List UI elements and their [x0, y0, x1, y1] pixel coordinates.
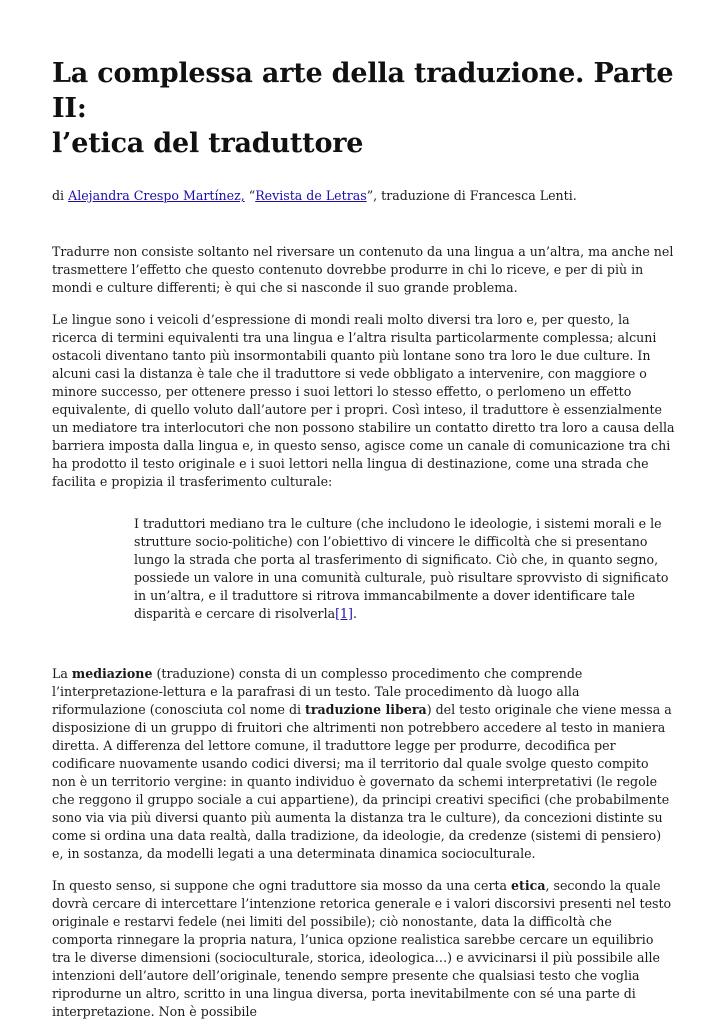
paragraph-2: Le lingue sono i veicoli d’espressione di mondi reali molto diversi tra loro e, per questo, la ricerca di termini equivalenti tra una lingua e l’altra risulta particolarmente complessa; alcuni ostacoli diventano tanto più insormontabili quanto più lontane sono tra loro le due culture. In alcuni casi la distanza è tale che il traduttore si vede obbligato a intervenire, con maggiore o minore successo, per ottenere presso i suoi lettori lo stesso effetto, o perlomeno un effetto equivalente, di quello voluto dall’autore per i propri. Così inteso, il traduttore è essenzialmente un mediatore tra interlocutori che non possono stabilire un contatto diretto tra loro a causa della barriera imposta dalla lingua e, in questo senso, agisce come un canale di comunicazione tra chi ha prodotto il testo originale e i suoi lettori nella lingua di destinazione, come una strada che facilita e propizia il trasferimento culturale: [52, 312, 675, 489]
block-quote [134, 515, 675, 623]
p4-text-c: , secondo la quale dovrà cercare di intercettare l’intenzione retorica generale e i valori discorsivi presenti nel testo originale e restarvi fedele (nei limiti del possibile); ciò nonostante, data la difficoltà che comporta rinnegare la propria natura, l’unica opzione realistica sarebbe cercare un equilibrio tra le diverse dimensioni (socioculturale, storica, ideologica…) e avvicinarsi il più possibile alle intenzioni dell’autore dell’originale, tenendo sempre presente che qualsiasi testo che voglia riprodurne un altro, scritto in una lingua diversa, porta inevitabilmente con sé una parte di interpretazione. Non è possibile [52, 878, 672, 1019]
byline-prefix: di [52, 188, 69, 203]
title-line-1: La complessa arte della traduzione. Parte II: [52, 58, 674, 124]
quote-end: . [352, 606, 357, 621]
article-title [52, 0, 675, 161]
p3-text-c: (traduzione) consta di un complesso procedimento che comprende l’interpretazione-lettura e la parafrasi di un testo. Tale procedimento dà luogo alla riformulazione (conosciuta col nome di [52, 666, 583, 717]
byline [52, 187, 675, 205]
quote-body: I traduttori mediano tra le culture (che includono le ideologie, i sistemi morali e le strutture socio-politiche) con l’obiettivo di vincere le difficoltà che si presentano lungo la strada che porta al trasferimento di significato. Ciò che, in quanto segno, possiede un valore in una comunità culturale, può risultare sprovvisto di significato in un’altra, e il traduttore si ritrova immancabilmente a dover identificare tale disparità e cercare di risolverla [134, 516, 669, 621]
paragraph-3 [52, 665, 675, 863]
p3-text-e: ) del testo originale che viene messa a disposizione di un gruppo di fruitori che altrimenti non potrebbero accedere al testo in maniera diretta. A differenza del lettore comune, il traduttore legge per produrre, decodifica per codificare nuovamente usando codici diversi; ma il territorio dal quale svolge questo compito non è un territorio vergine: in quanto individuo è governato da schemi interpretativi (le regole che reggono il gruppo sociale a cui appartiene), da principi creativi specifici (che probabilmente sono via via più diversi quanto più aumenta la distanza tra le culture), da concezioni distinte su come si ordina una data realtà, dalla tradizione, da ideologie, da credenze (sistemi di pensiero) e, in sostanza, da modelli legati a una determinata dinamica socioculturale. [52, 702, 672, 861]
quote-text [134, 515, 675, 623]
paragraph-1: Tradurre non consiste soltanto nel riversare un contenuto da una lingua a un’altra, ma anche nel trasmettere l’effetto che questo contenuto dovrebbe produrre in chi lo riceve, e per di più in mondi e culture differenti; è qui che si nasconde il suo grande problema. [52, 244, 674, 295]
paragraph-4 [52, 877, 675, 1021]
term-mediazione: mediazione [71, 666, 153, 681]
footnote-link[interactable]: [1] [335, 606, 353, 621]
term-traduzione-libera: traduzione libera [305, 702, 427, 717]
byline-suffix: ”, traduzione di Francesca Lenti. [366, 188, 577, 203]
author-link[interactable]: Alejandra Crespo Martínez, [68, 188, 245, 203]
journal-link[interactable]: Revista de Letras [255, 188, 367, 203]
byline-mid: “ [244, 188, 256, 203]
term-etica: etica [511, 878, 546, 893]
p4-text-a: In questo senso, si suppone che ogni traduttore sia mosso da una certa [52, 878, 512, 893]
p3-text-a: La [52, 666, 72, 681]
title-line-2: l’etica del traduttore [52, 128, 364, 159]
